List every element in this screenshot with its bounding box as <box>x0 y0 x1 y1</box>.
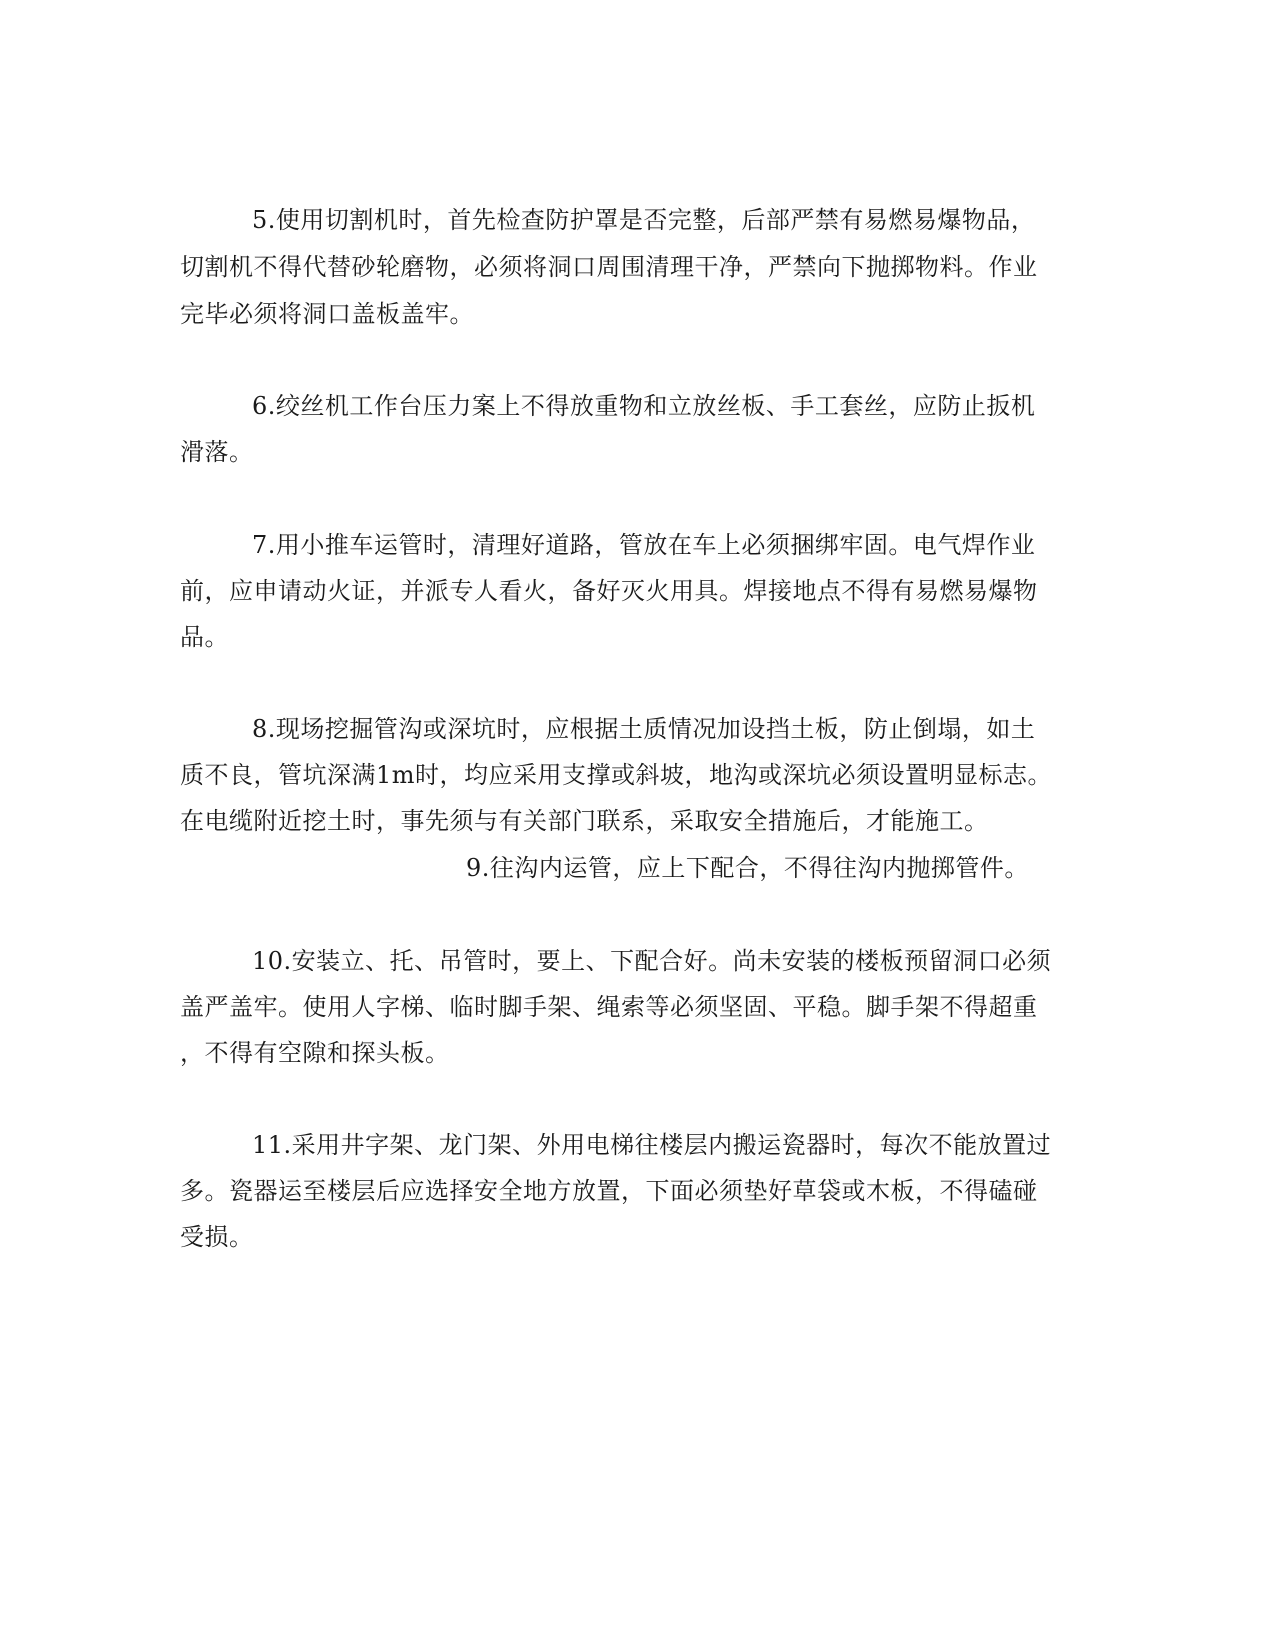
paragraph-7-line-1: 7.用小推车运管时，清理好道路，管放在车上必须捆绑牢固。电气焊作业 <box>252 531 1036 559</box>
paragraph-10-line-2: 盖严盖牢。使用人字梯、临时脚手架、绳索等必须坚固、平稳。脚手架不得超重 <box>180 993 1038 1021</box>
paragraph-5-line-2: 切割机不得代替砂轮磨物，必须将洞口周围清理干净，严禁向下抛掷物料。作业 <box>180 253 1038 281</box>
paragraph-10-line-3: ，不得有空隙和探头板。 <box>180 1039 450 1067</box>
paragraph-10-line-1: 10.安装立、托、吊管时，要上、下配合好。尚未安装的楼板预留洞口必须 <box>252 947 1052 975</box>
paragraph-8-line-3: 在电缆附近挖土时，事先须与有关部门联系，采取安全措施后，才能施工。 <box>180 807 989 835</box>
paragraph-6-line-2: 滑落。 <box>180 438 254 466</box>
paragraph-11-line-1: 11.采用井字架、龙门架、外用电梯往楼层内搬运瓷器时，每次不能放置过 <box>252 1131 1052 1159</box>
paragraph-8-line-1: 8.现场挖掘管沟或深坑时，应根据土质情况加设挡土板，防止倒塌，如土 <box>252 715 1036 743</box>
paragraph-7-line-3: 品。 <box>180 623 229 651</box>
paragraph-5-line-1: 5.使用切割机时，首先检查防护罩是否完整，后部严禁有易燃易爆物品， <box>252 206 1036 234</box>
paragraph-7-line-2: 前，应申请动火证，并派专人看火，备好灭火用具。焊接地点不得有易燃易爆物 <box>180 577 1038 605</box>
paragraph-5-line-3: 完毕必须将洞口盖板盖牢。 <box>180 300 474 328</box>
paragraph-6-line-1: 6.绞丝机工作台压力案上不得放重物和立放丝板、手工套丝，应防止扳机 <box>252 392 1036 420</box>
paragraph-9-line-1: 9.往沟内运管，应上下配合，不得往沟内抛掷管件。 <box>466 854 1029 882</box>
paragraph-8-line-2: 质不良，管坑深满1m时，均应采用支撑或斜坡，地沟或深坑必须设置明显标志。 <box>180 761 1053 789</box>
paragraph-11-line-3: 受损。 <box>180 1223 254 1251</box>
paragraph-11-line-2: 多。瓷器运至楼层后应选择安全地方放置，下面必须垫好草袋或木板，不得磕碰 <box>180 1177 1038 1205</box>
